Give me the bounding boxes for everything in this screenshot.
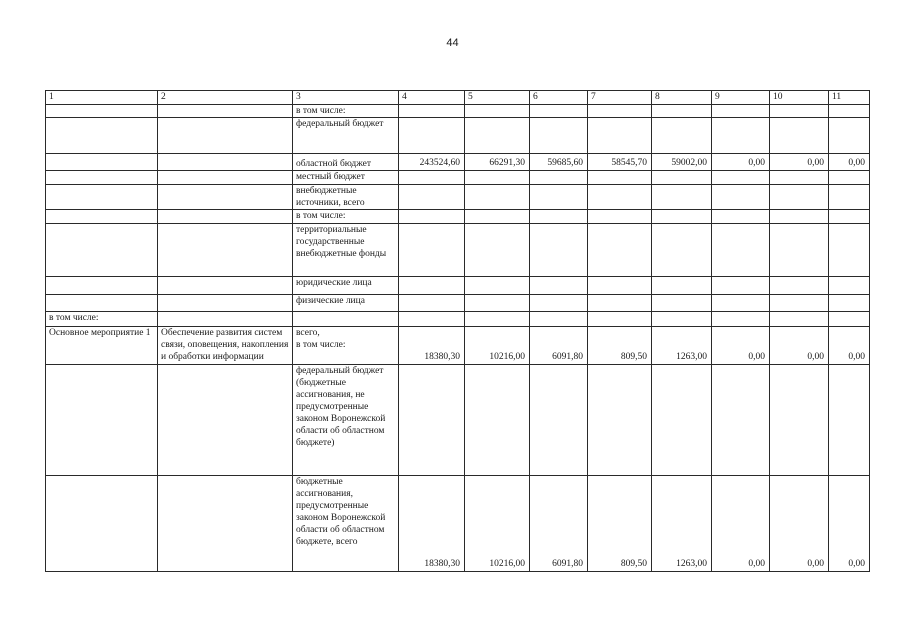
value-cell — [399, 312, 465, 327]
value-cell: 6091,80 — [530, 476, 588, 572]
row-label-cell: Основное мероприятие 1 — [46, 327, 158, 365]
value-cell — [770, 105, 829, 118]
value-cell — [770, 210, 829, 224]
row-label-cell — [46, 277, 158, 295]
value-cell — [399, 210, 465, 224]
value-cell — [465, 118, 530, 154]
table-row — [46, 118, 870, 154]
value-cell — [588, 365, 652, 476]
row-label-cell — [46, 185, 158, 210]
value-cell — [770, 171, 829, 185]
value-cell — [530, 210, 588, 224]
row-label-cell: областной бюджет — [293, 154, 399, 171]
value-cell — [530, 185, 588, 210]
value-cell: 0,00 — [712, 154, 770, 171]
value-cell: 0,00 — [829, 476, 870, 572]
value-cell — [712, 365, 770, 476]
row-label-cell — [158, 224, 293, 277]
value-cell — [829, 118, 870, 154]
value-cell — [465, 224, 530, 277]
row-label-cell: физические лица — [293, 295, 399, 312]
value-cell: 59002,00 — [652, 154, 712, 171]
row-label-cell: внебюджетные источники, всего — [293, 185, 399, 210]
value-cell: 66291,30 — [465, 154, 530, 171]
value-cell — [652, 185, 712, 210]
row-label-cell — [46, 365, 158, 476]
value-cell — [465, 277, 530, 295]
value-cell — [712, 295, 770, 312]
page-number: 44 — [446, 37, 459, 49]
value-cell — [829, 105, 870, 118]
value-cell: 59685,60 — [530, 154, 588, 171]
value-cell — [588, 224, 652, 277]
header-cell: 1 — [46, 91, 158, 105]
value-cell: 6091,80 — [530, 327, 588, 365]
value-cell — [829, 185, 870, 210]
row-label-cell — [158, 312, 293, 327]
row-label-cell — [46, 154, 158, 171]
row-label-cell: территориальные государственные внебюджетные фонды — [293, 224, 399, 277]
header-cell: 7 — [588, 91, 652, 105]
row-label-cell — [46, 295, 158, 312]
value-cell — [399, 171, 465, 185]
row-label-cell — [46, 171, 158, 185]
header-cell: 11 — [829, 91, 870, 105]
header-cell: 8 — [652, 91, 712, 105]
budget-table — [45, 90, 870, 572]
value-cell: 0,00 — [829, 154, 870, 171]
value-cell — [770, 312, 829, 327]
value-cell — [712, 171, 770, 185]
row-label-cell: в том числе: — [46, 312, 158, 327]
value-cell: 18380,30 — [399, 476, 465, 572]
value-cell — [712, 105, 770, 118]
value-cell — [770, 185, 829, 210]
value-cell: 243524,60 — [399, 154, 465, 171]
value-cell — [829, 224, 870, 277]
value-cell: 0,00 — [712, 476, 770, 572]
value-cell: 10216,00 — [465, 327, 530, 365]
table-row — [46, 185, 870, 210]
value-cell: 10216,00 — [465, 476, 530, 572]
value-cell — [829, 171, 870, 185]
row-label-cell: в том числе: — [293, 210, 399, 224]
value-cell — [399, 185, 465, 210]
value-cell — [829, 312, 870, 327]
table-row — [46, 277, 870, 295]
value-cell — [530, 105, 588, 118]
table-row — [46, 365, 870, 476]
value-cell — [712, 185, 770, 210]
row-label-cell — [158, 277, 293, 295]
row-label-cell — [46, 224, 158, 277]
value-cell — [829, 210, 870, 224]
row-label-cell — [46, 105, 158, 118]
header-cell: 2 — [158, 91, 293, 105]
value-cell: 0,00 — [770, 154, 829, 171]
value-cell — [652, 171, 712, 185]
row-label-cell — [46, 210, 158, 224]
value-cell: 18380,30 — [399, 327, 465, 365]
row-label-cell — [158, 476, 293, 572]
value-cell — [652, 312, 712, 327]
value-cell: 1263,00 — [652, 476, 712, 572]
value-cell — [712, 312, 770, 327]
header-cell: 10 — [770, 91, 829, 105]
value-cell: 809,50 — [588, 327, 652, 365]
value-cell: 1263,00 — [652, 327, 712, 365]
table-row — [46, 105, 870, 118]
value-cell — [652, 365, 712, 476]
value-cell — [465, 185, 530, 210]
value-cell — [588, 277, 652, 295]
row-label-cell — [46, 118, 158, 154]
row-label-cell — [158, 171, 293, 185]
value-cell — [530, 365, 588, 476]
header-cell: 3 — [293, 91, 399, 105]
value-cell — [588, 210, 652, 224]
value-cell — [770, 118, 829, 154]
value-cell: 0,00 — [770, 476, 829, 572]
value-cell — [712, 210, 770, 224]
value-cell — [530, 277, 588, 295]
value-cell — [588, 171, 652, 185]
value-cell — [399, 277, 465, 295]
header-row — [46, 91, 870, 105]
table-row — [46, 154, 870, 171]
value-cell — [530, 118, 588, 154]
value-cell — [465, 171, 530, 185]
table-row — [46, 224, 870, 277]
value-cell — [712, 118, 770, 154]
row-label-cell: Обеспечение развития систем связи, оповещения, накопления и обработки информации — [158, 327, 293, 365]
value-cell — [530, 295, 588, 312]
row-label-cell: местный бюджет — [293, 171, 399, 185]
row-label-cell: федеральный бюджет (бюджетные ассигнования, не предусмотренные законом Воронежской области об областном бюджете) — [293, 365, 399, 476]
value-cell — [770, 224, 829, 277]
value-cell: 809,50 — [588, 476, 652, 572]
value-cell — [399, 295, 465, 312]
row-label-cell — [158, 185, 293, 210]
value-cell — [530, 171, 588, 185]
row-label-cell — [158, 118, 293, 154]
value-cell — [588, 295, 652, 312]
value-cell — [465, 312, 530, 327]
row-label-cell — [46, 476, 158, 572]
table-row — [46, 327, 870, 365]
value-cell — [399, 118, 465, 154]
row-label-cell: в том числе: — [293, 105, 399, 118]
row-label-cell: бюджетные ассигнования, предусмотренные законом Воронежской области об областном бюджете, всего — [293, 476, 399, 572]
value-cell — [399, 224, 465, 277]
value-cell — [652, 118, 712, 154]
value-cell — [652, 295, 712, 312]
header-cell: 6 — [530, 91, 588, 105]
table-row — [46, 171, 870, 185]
value-cell — [712, 277, 770, 295]
value-cell — [465, 365, 530, 476]
value-cell — [465, 210, 530, 224]
value-cell — [652, 224, 712, 277]
value-cell — [530, 224, 588, 277]
row-label-cell: всего, в том числе: — [293, 327, 399, 365]
row-label-cell — [293, 312, 399, 327]
row-label-cell: федеральный бюджет — [293, 118, 399, 154]
value-cell: 0,00 — [829, 327, 870, 365]
value-cell — [829, 277, 870, 295]
value-cell: 0,00 — [770, 327, 829, 365]
row-label-cell — [158, 295, 293, 312]
value-cell: 58545,70 — [588, 154, 652, 171]
value-cell — [588, 185, 652, 210]
row-label-cell — [158, 105, 293, 118]
value-cell: 0,00 — [712, 327, 770, 365]
value-cell — [652, 105, 712, 118]
table-row — [46, 312, 870, 327]
value-cell — [588, 118, 652, 154]
row-label-cell — [158, 365, 293, 476]
value-cell — [465, 105, 530, 118]
value-cell — [829, 365, 870, 476]
value-cell — [399, 365, 465, 476]
row-label-cell: юридические лица — [293, 277, 399, 295]
value-cell — [712, 224, 770, 277]
row-label-cell — [158, 154, 293, 171]
value-cell — [465, 295, 530, 312]
header-cell: 5 — [465, 91, 530, 105]
header-cell: 9 — [712, 91, 770, 105]
header-cell: 4 — [399, 91, 465, 105]
value-cell — [652, 210, 712, 224]
value-cell — [829, 295, 870, 312]
value-cell — [588, 312, 652, 327]
value-cell — [770, 295, 829, 312]
table-row — [46, 210, 870, 224]
table-row — [46, 476, 870, 572]
value-cell — [399, 105, 465, 118]
value-cell — [652, 277, 712, 295]
value-cell — [770, 365, 829, 476]
value-cell — [770, 277, 829, 295]
table-row — [46, 295, 870, 312]
value-cell — [530, 312, 588, 327]
row-label-cell — [158, 210, 293, 224]
value-cell — [588, 105, 652, 118]
